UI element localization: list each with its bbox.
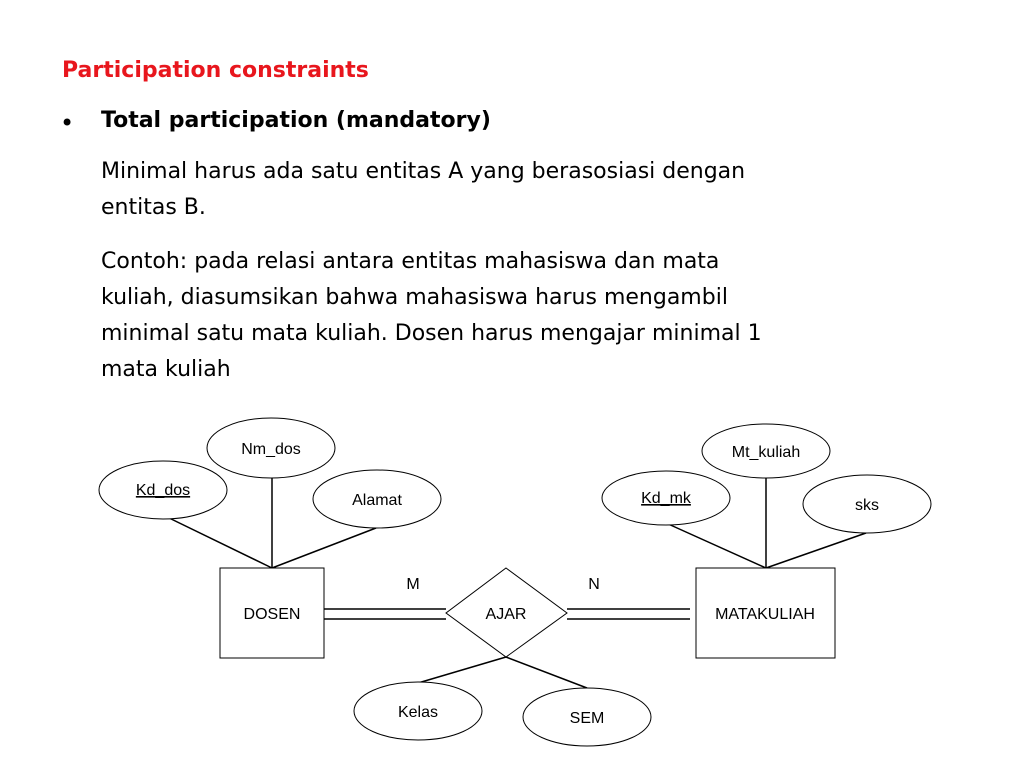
paragraph-line: Minimal harus ada satu entitas A yang berasosiasi dengan xyxy=(101,159,746,184)
cardinality-m: M xyxy=(406,576,420,593)
attr-sem-label: SEM xyxy=(569,710,605,727)
attr-nm-dos-label: Nm_dos xyxy=(241,441,301,458)
kd-dos-link xyxy=(165,516,272,568)
alamat-link xyxy=(272,528,376,568)
attr-mt-kuliah-label: Mt_kuliah xyxy=(731,444,801,461)
attr-kd-mk-key-label: Kd_mk xyxy=(641,490,691,507)
paragraph-line: kuliah, diasumsikan bahwa mahasiswa harus mengambil xyxy=(101,285,728,310)
paragraph-line: Contoh: pada relasi antara entitas mahasiswa dan mata xyxy=(101,249,720,274)
relationship-ajar-label: AJAR xyxy=(485,606,527,623)
cardinality-n: N xyxy=(588,576,600,593)
kd-mk-link xyxy=(666,523,766,568)
attr-kelas-label: Kelas xyxy=(397,704,439,721)
paragraph-line: minimal satu mata kuliah. Dosen harus mengajar minimal 1 xyxy=(101,321,762,346)
ajar-attribute-links xyxy=(418,657,587,688)
bullet-title: Total participation (mandatory) xyxy=(101,108,491,133)
attr-sks-label: sks xyxy=(855,497,879,514)
sem-link xyxy=(506,657,587,688)
attr-alamat-label: Alamat xyxy=(352,492,402,509)
bullet-marker: • xyxy=(60,109,75,137)
paragraph-line: entitas B. xyxy=(101,195,206,220)
entity-matakuliah-label: MATAKULIAH xyxy=(715,606,815,623)
slide-heading: Participation constraints xyxy=(62,58,369,83)
attr-kd-dos-key-label: Kd_dos xyxy=(135,482,191,499)
entity-dosen-label: DOSEN xyxy=(243,606,301,623)
kelas-link xyxy=(418,657,506,683)
paragraph-line: mata kuliah xyxy=(101,357,231,382)
sks-link xyxy=(766,533,866,568)
